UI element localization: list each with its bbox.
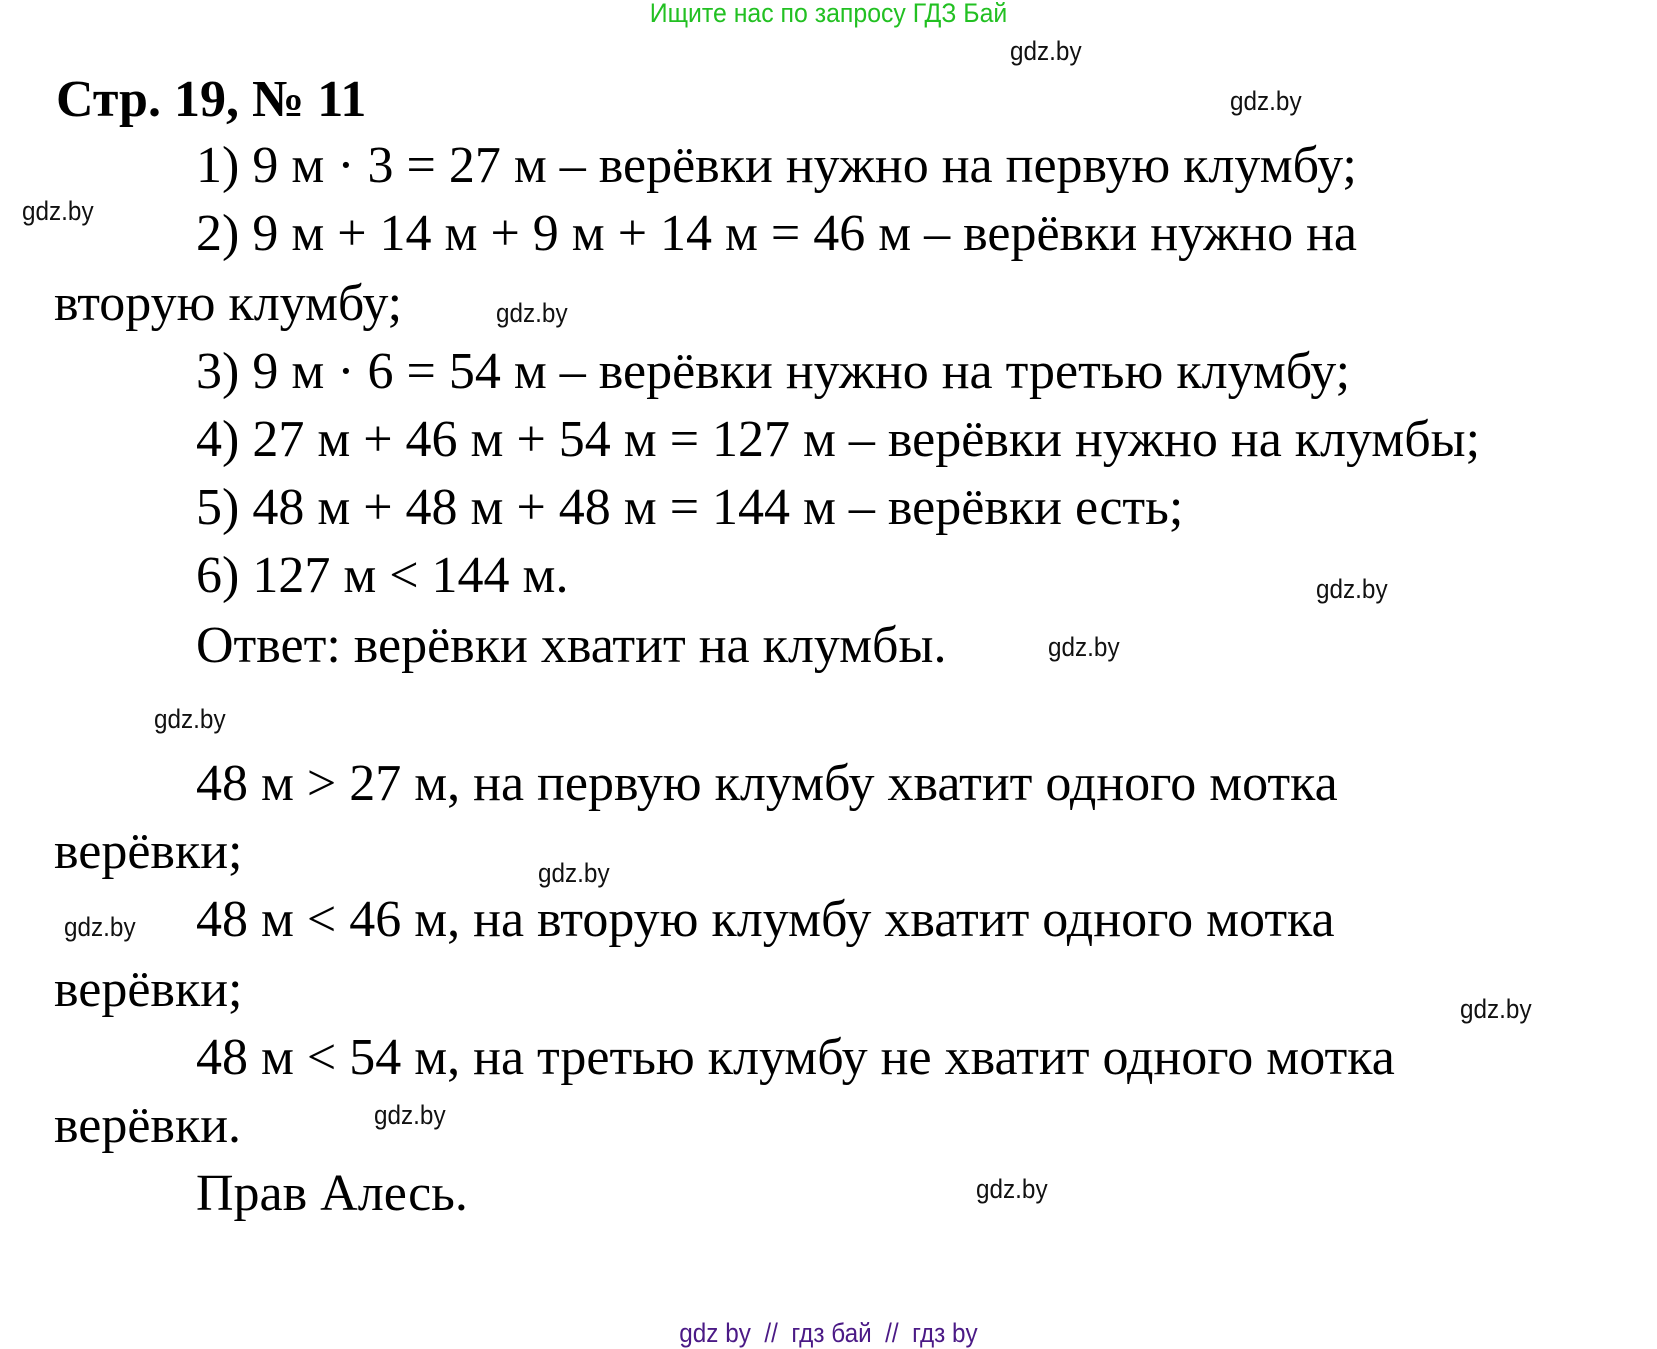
watermark: gdz.by [64, 912, 136, 942]
page-title: Стр. 19, № 11 [56, 71, 367, 128]
solution-step-4: 4) 27 м + 46 м + 54 м = 127 м – верёвки нужно на клумбы; [196, 411, 1481, 468]
watermark: gdz.by [374, 1100, 446, 1130]
watermark: gdz.by [1230, 86, 1302, 116]
solution-step-5: 5) 48 м + 48 м + 48 м = 144 м – верёвки есть; [196, 479, 1184, 536]
solution-step-2: 2) 9 м + 14 м + 9 м + 14 м = 46 м – верёвки нужно на [196, 205, 1358, 262]
solution-step-1: 1) 9 м · 3 = 27 м – верёвки нужно на первую клумбу; [196, 137, 1357, 194]
watermark: gdz.by [22, 196, 94, 226]
solution-step-6: 6) 127 м < 144 м. [196, 547, 569, 604]
comparison-line-1-continued: верёвки; [54, 823, 243, 880]
answer-line: Ответ: верёвки хватит на клумбы. [196, 617, 947, 674]
search-banner: Ищите нас по запросу ГДЗ Бай [649, 0, 1008, 28]
watermark: gdz.by [976, 1174, 1048, 1204]
footer-links: gdz by // гдз бай // гдз by [679, 1318, 978, 1348]
comparison-line-3-continued: верёвки. [54, 1097, 242, 1154]
comparison-line-3: 48 м < 54 м, на третью клумбу не хватит одного мотка [196, 1029, 1395, 1086]
comparison-line-2: 48 м < 46 м, на вторую клумбу хватит одного мотка [196, 891, 1335, 948]
watermark: gdz.by [1316, 574, 1388, 604]
conclusion-line: Прав Алесь. [196, 1165, 468, 1222]
solution-step-3: 3) 9 м · 6 = 54 м – верёвки нужно на третью клумбу; [196, 343, 1351, 400]
comparison-line-2-continued: верёвки; [54, 961, 243, 1018]
watermark: gdz.by [1460, 994, 1532, 1024]
comparison-line-1: 48 м > 27 м, на первую клумбу хватит одного мотка [196, 755, 1338, 812]
watermark: gdz.by [1048, 632, 1120, 662]
solution-step-2-continued: вторую клумбу; [54, 275, 403, 332]
watermark: gdz.by [538, 858, 610, 888]
watermark: gdz.by [154, 704, 226, 734]
watermark: gdz.by [496, 298, 568, 328]
watermark: gdz.by [1010, 36, 1082, 66]
